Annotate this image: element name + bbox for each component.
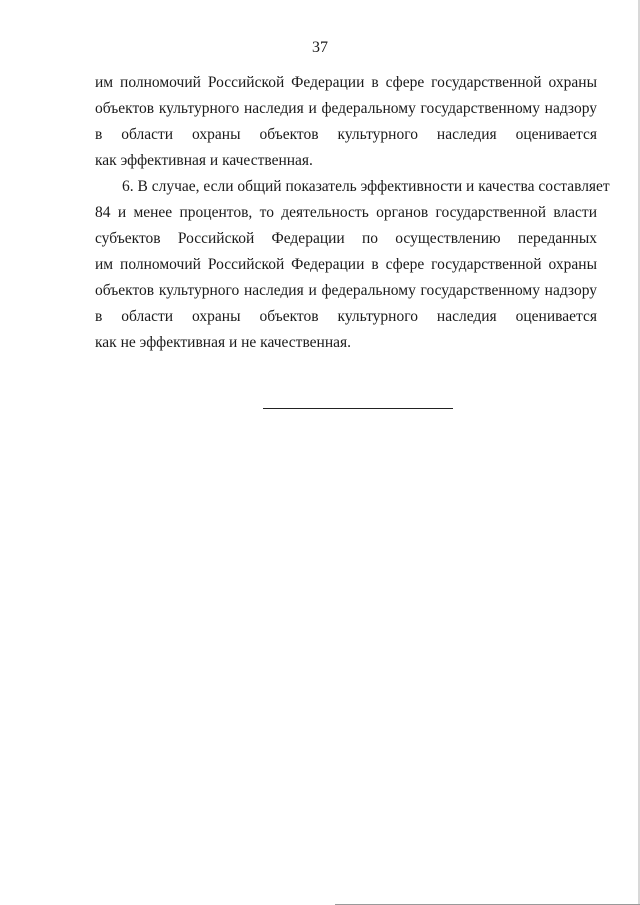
text-line: объектов культурного наследия и федеральному государственному надзору [95, 100, 597, 117]
paragraph-6 [95, 174, 610, 356]
text-line: им полномочий Российской Федерации в сфере государственной охраны [95, 74, 597, 91]
text-line: в области охраны объектов культурного наследия оценивается [95, 126, 597, 143]
text-line: субъектов Российской Федерации по осуществлению переданных [95, 230, 597, 247]
text-line: в области охраны объектов культурного наследия оценивается [95, 308, 597, 325]
end-separator-line [263, 408, 453, 409]
text-line: 6. В случае, если общий показатель эффективности и качества составляет [122, 178, 610, 195]
text-line: 84 и менее процентов, то деятельность органов государственной власти [95, 204, 597, 221]
page-number: 37 [312, 39, 328, 56]
text-line: объектов культурного наследия и федеральному государственному надзору [95, 282, 597, 299]
text-line: как не эффективная и не качественная. [95, 334, 352, 351]
paragraph-continued [95, 70, 597, 174]
text-line: им полномочий Российской Федерации в сфере государственной охраны [95, 256, 597, 273]
text-line: как эффективная и качественная. [95, 152, 313, 169]
